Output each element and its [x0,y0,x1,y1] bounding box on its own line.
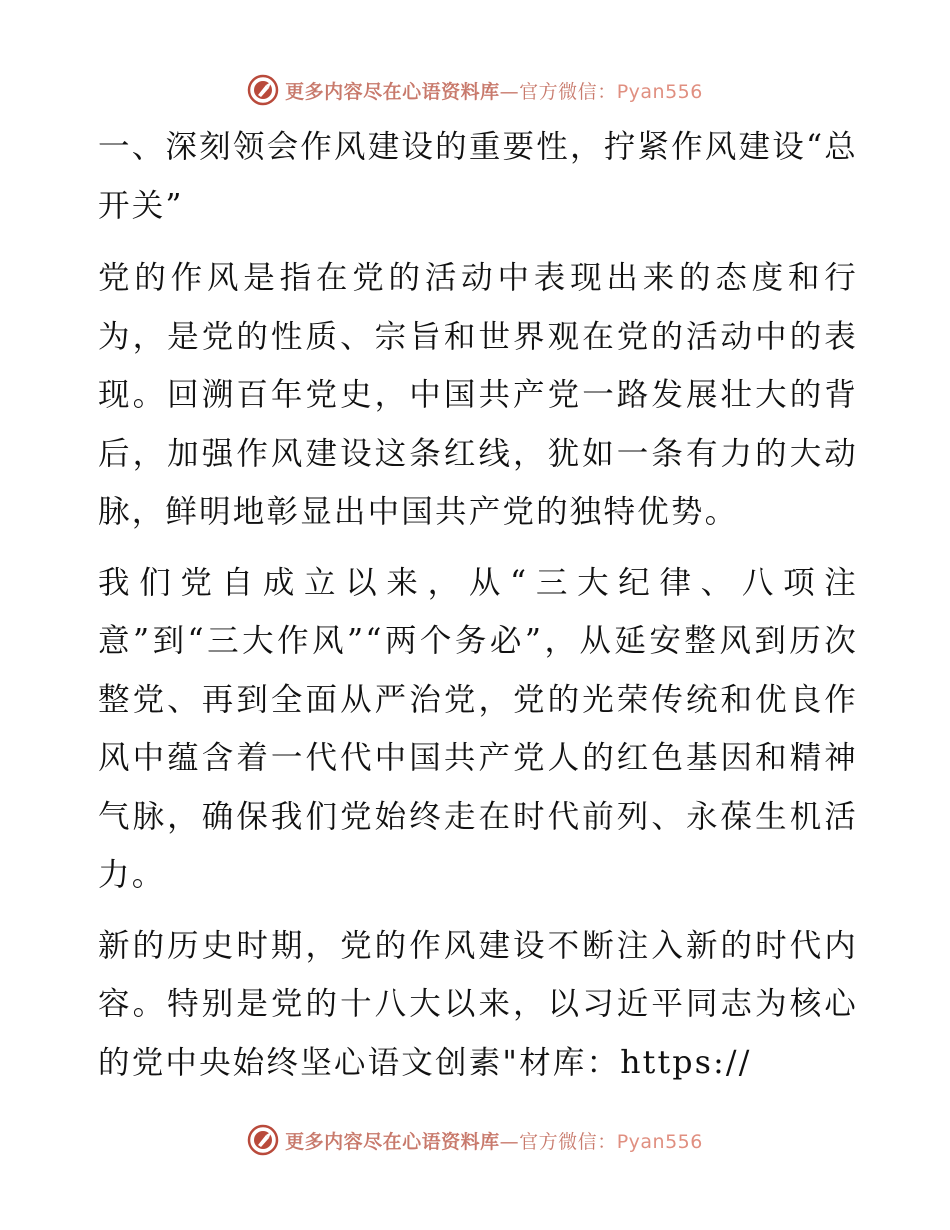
banner-main-text: 更多内容尽在心语资料库 [285,1130,500,1153]
banner-wechat-text: 微信 [558,1130,598,1153]
paragraph-1: 党的作风是指在党的活动中表现出来的态度和行为，是党的性质、宗旨和世界观在党的活动中的表现。回溯百年党史，中国共产党一路发展壮大的背后，加强作风建设这条红线，犹如一条有力的大动脉，鲜明地彰显出中国共产党的独特优势。 [98,260,858,530]
paragraph-2: 我们党自成立以来，从“三大纪律、八项注意”到“三大作风”“两个务必”，从延安整风到历次整党、再到全面从严治党，党的光荣传统和优良作风中蕴含着一代代中国共产党人的红色基因和精神气脉，确保我们党始终走在时代前列、永葆生机活力。 [98,564,858,893]
pen-nib-seal-icon [247,74,279,106]
banner-wechat-id: Pyan556 [616,80,703,103]
banner-wechat-id: Pyan556 [616,1130,703,1153]
banner-colon: ： [597,1130,617,1153]
banner-text [285,1127,703,1154]
banner-official-text: 官方 [519,80,559,103]
header-banner [0,70,950,110]
banner-main-text: 更多内容尽在心语资料库 [285,80,500,103]
banner-official-text: 官方 [519,1130,559,1153]
paragraph-3: 新的历史时期，党的作风建设不断注入新的时代内容。特别是党的十八大以来，以习近平同志为核心的党中央始终坚心语文创素"材库：https:// [98,927,858,1081]
banner-colon: ： [597,80,617,103]
banner-separator: — [499,1130,520,1153]
banner-wechat-text: 微信 [558,80,598,103]
footer-banner [0,1120,950,1160]
banner-separator: — [499,80,520,103]
section-heading: 一、深刻领会作风建设的重要性，拧紧作风建设“总开关” [98,129,858,224]
document-body [98,118,858,1092]
banner-text [285,77,703,104]
pen-nib-seal-icon [247,1124,279,1156]
